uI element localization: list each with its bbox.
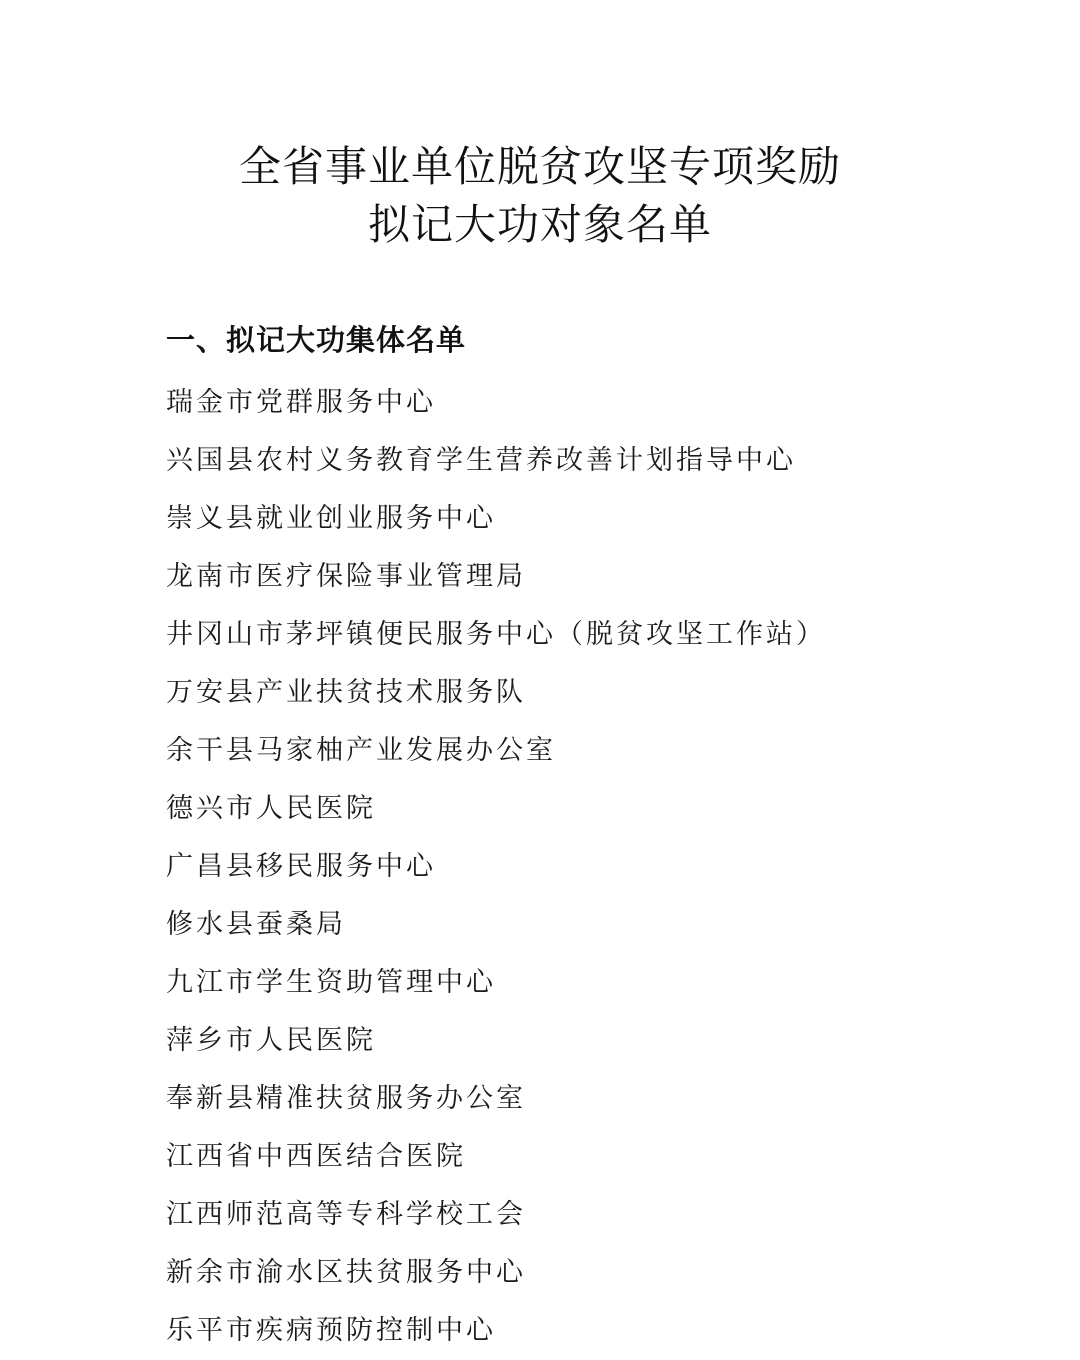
title-line-1: 全省事业单位脱贫攻坚专项奖励 — [238, 142, 841, 191]
list-item: 新余市渝水区扶贫服务中心 — [166, 1257, 526, 1288]
list-item: 余干县马家柚产业发展办公室 — [166, 735, 556, 766]
list-item: 兴国县农村义务教育学生营养改善计划指导中心 — [166, 445, 796, 476]
document-title — [0, 138, 1080, 254]
list-item: 德兴市人民医院 — [166, 793, 376, 824]
list-item: 江西省中西医结合医院 — [166, 1141, 466, 1172]
organization-list — [166, 374, 826, 1360]
list-item: 修水县蚕桑局 — [166, 909, 346, 940]
list-item: 九江市学生资助管理中心 — [166, 967, 496, 998]
list-item: 萍乡市人民医院 — [166, 1025, 376, 1056]
list-item: 瑞金市党群服务中心 — [166, 387, 436, 418]
list-item: 崇义县就业创业服务中心 — [166, 503, 496, 534]
list-item: 井冈山市茅坪镇便民服务中心（脱贫攻坚工作站） — [166, 619, 826, 650]
list-item: 乐平市疾病预防控制中心 — [166, 1315, 496, 1346]
list-item: 龙南市医疗保险事业管理局 — [166, 561, 526, 592]
list-item: 江西师范高等专科学校工会 — [166, 1199, 526, 1230]
list-item: 万安县产业扶贫技术服务队 — [166, 677, 526, 708]
title-line-2: 拟记大功对象名单 — [367, 200, 712, 249]
list-item: 奉新县精准扶贫服务办公室 — [166, 1083, 526, 1114]
section-heading: 一、拟记大功集体名单 — [166, 323, 467, 357]
list-item: 广昌县移民服务中心 — [166, 851, 436, 882]
